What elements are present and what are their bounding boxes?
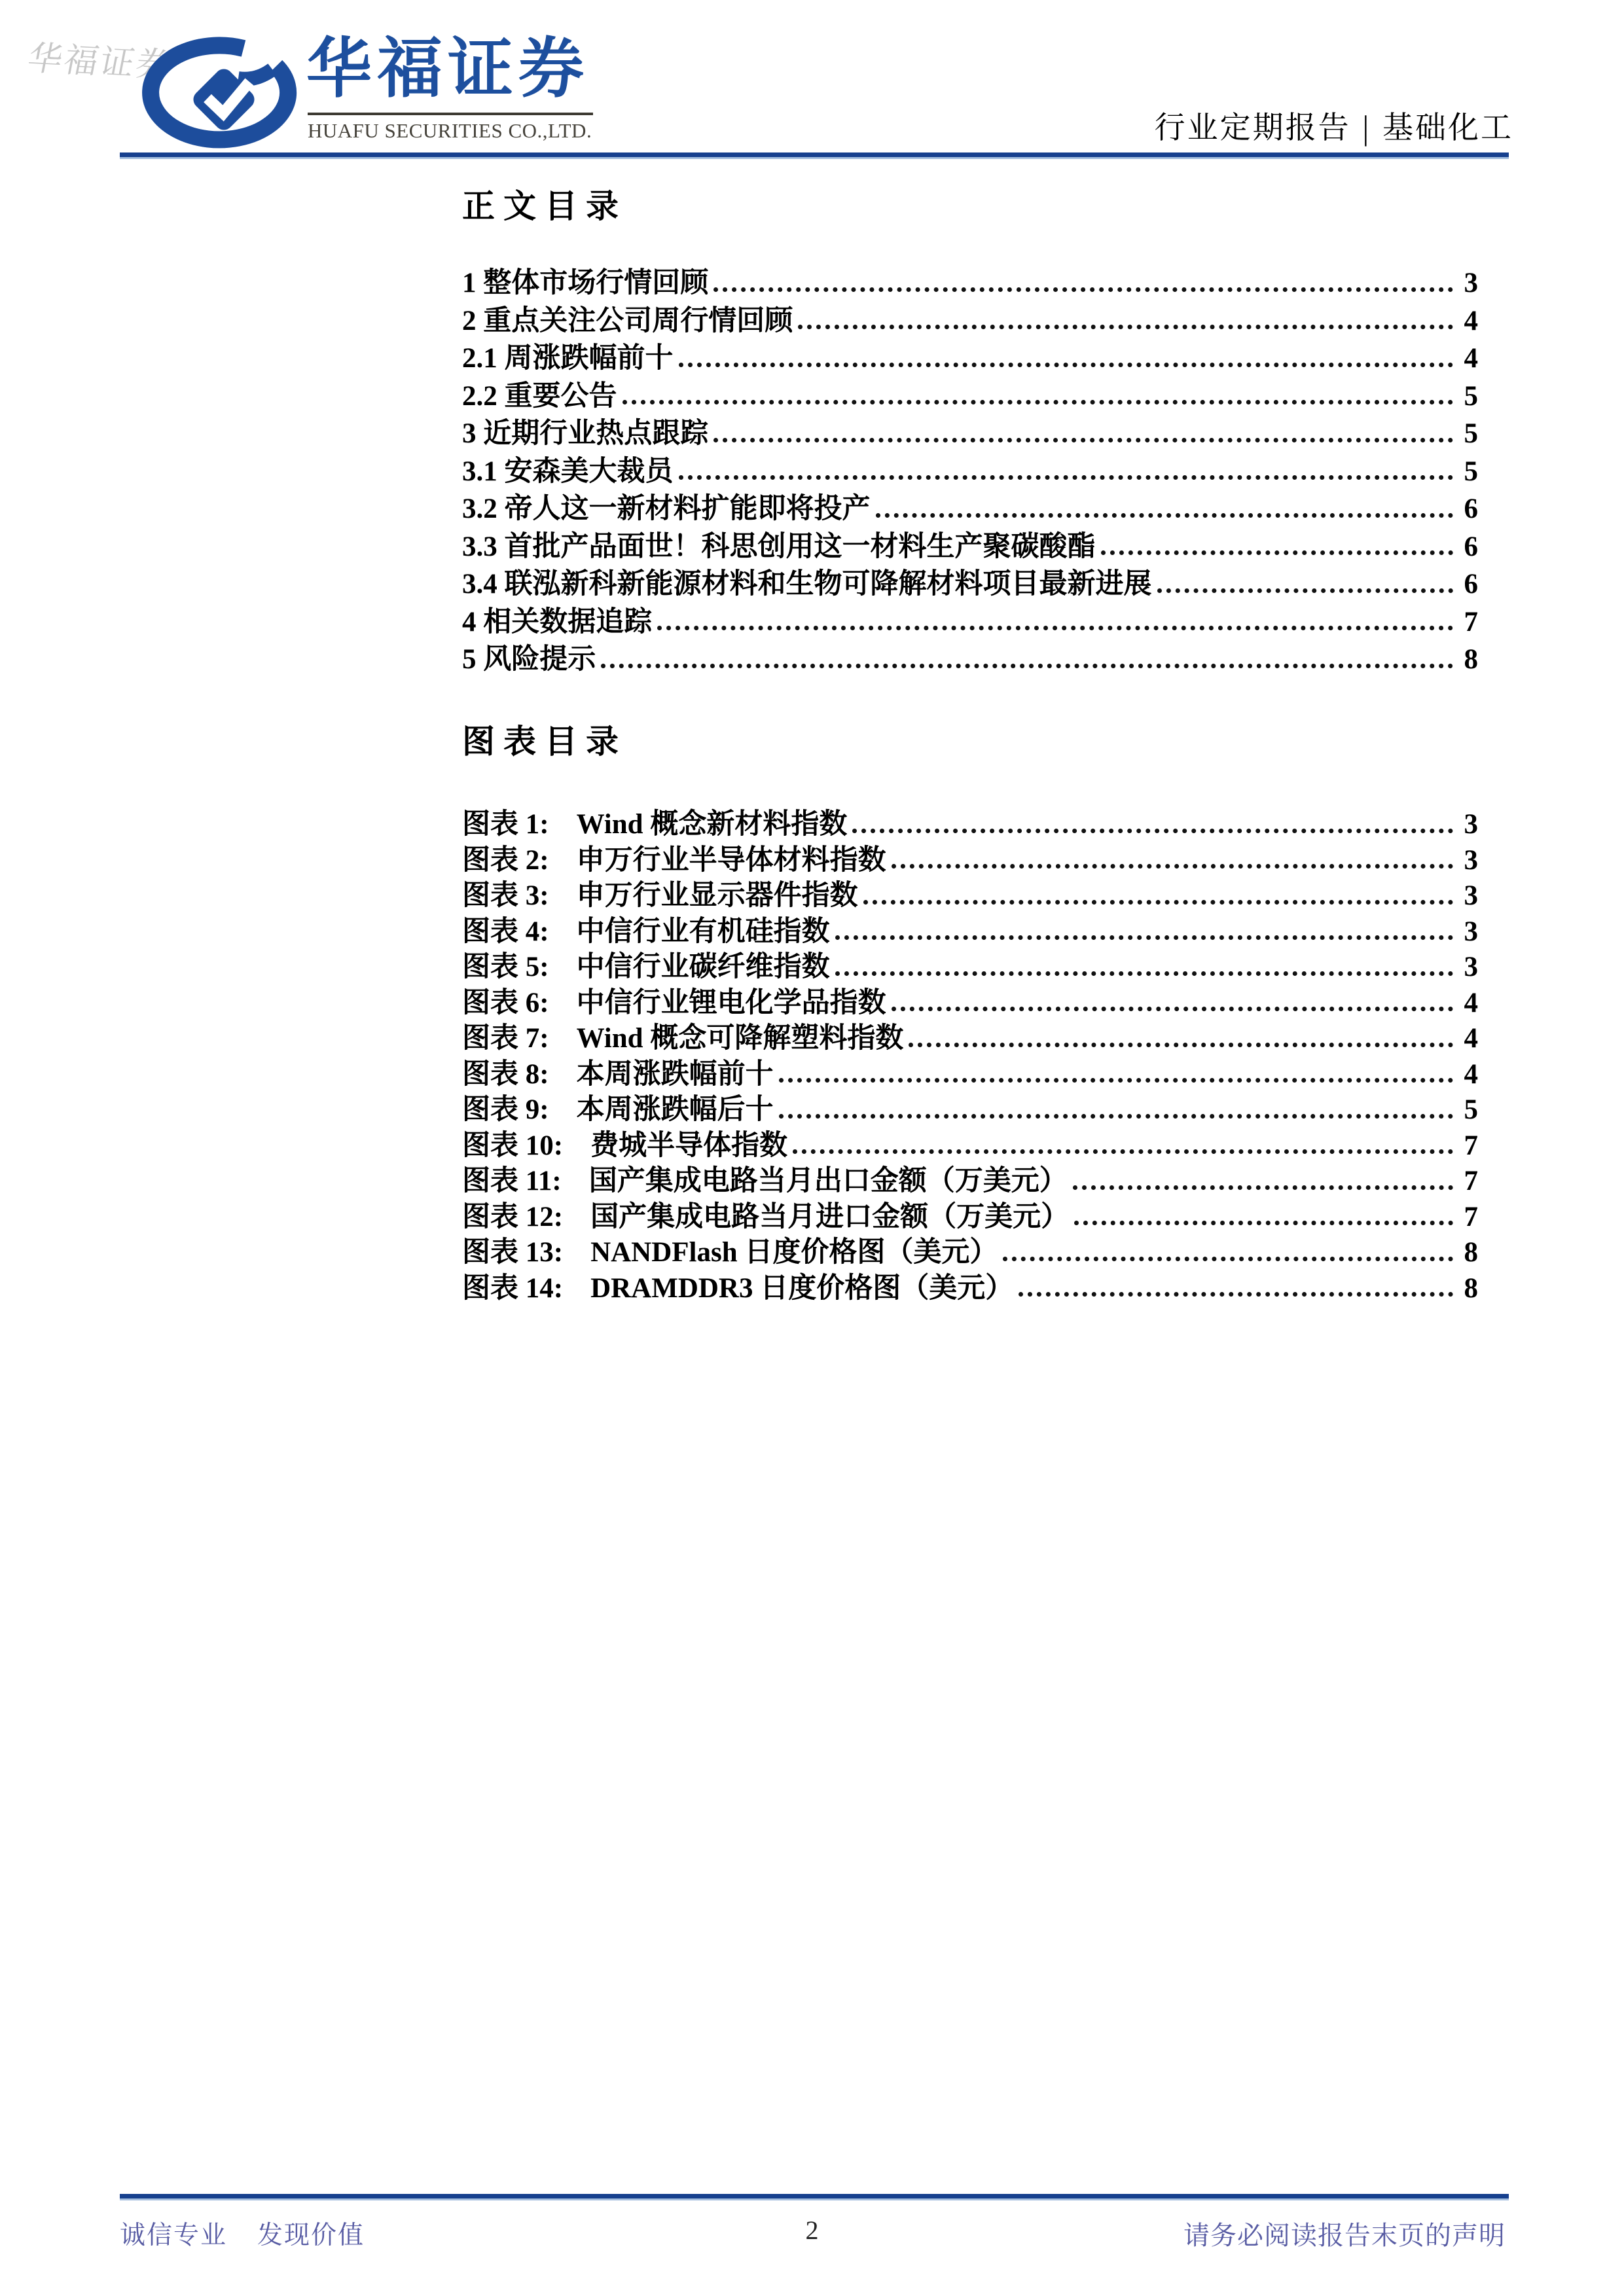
- toc-entry-text: 3.2 帝人这一新材料扩能即将投产: [462, 493, 871, 525]
- toc-entry-page: 5: [1464, 380, 1478, 412]
- figure-entry-label: 图表 8:: [462, 1058, 549, 1090]
- figure-entry-title: Wind 概念新材料指数: [576, 809, 848, 840]
- toc-entry-text: 3.4 联泓新科新能源材料和生物可降解材料项目最新进展: [462, 569, 1152, 600]
- industry-label: 基础化工: [1382, 111, 1513, 145]
- figure-entry: [462, 1196, 1478, 1232]
- figure-entry-title: 申万行业半导体材料指数: [576, 844, 886, 876]
- figure-entry-label: 图表 14:: [462, 1272, 564, 1304]
- dot-leader: [1074, 1221, 1453, 1225]
- figure-entry-page: 3: [1464, 916, 1478, 947]
- toc-entry: [462, 336, 1478, 374]
- figure-entry-page: 3: [1464, 844, 1478, 876]
- dot-leader: [798, 325, 1453, 329]
- toc-entry: [462, 637, 1478, 675]
- slogan-part-2: 发现价值: [257, 2221, 365, 2250]
- figure-entry-label: 图表 3:: [462, 880, 549, 912]
- toc-entry: [462, 600, 1478, 637]
- figure-entry: [462, 1018, 1478, 1054]
- figure-entry-title: 申万行业显示器件指数: [576, 880, 858, 912]
- slogan-part-1: 诚信专业: [120, 2221, 228, 2250]
- dot-leader: [779, 1114, 1453, 1119]
- figure-entry-label: 图表 9:: [462, 1094, 549, 1126]
- figures-title: 图表目录: [462, 723, 627, 760]
- figure-entry-title: 本周涨跌幅后十: [576, 1094, 774, 1126]
- toc-entry-page: 7: [1464, 606, 1478, 637]
- dot-leader: [1101, 550, 1454, 555]
- figure-entry-label: 图表 11:: [462, 1166, 562, 1197]
- logo-company-name-cn: 华福证券: [306, 33, 589, 105]
- figure-entry-label: 图表 1:: [462, 809, 549, 840]
- figure-entry: [462, 911, 1478, 947]
- toc-entry-text: 2.2 重要公告: [462, 380, 617, 412]
- toc-entry: [462, 562, 1478, 600]
- dot-leader: [793, 1149, 1453, 1154]
- watermark: 华福证券: [24, 40, 176, 85]
- figure-entry-title: DRAMDDR3 日度价格图（美元）: [590, 1272, 1014, 1304]
- figure-entry-page: 4: [1464, 987, 1478, 1018]
- toc-entry: [462, 298, 1478, 336]
- toc-entry-text: 3 近期行业热点跟踪: [462, 418, 709, 450]
- figure-entry-page: 8: [1464, 1237, 1478, 1268]
- figure-entry-title: 国产集成电路当月出口金额（万美元）: [588, 1166, 1068, 1197]
- figure-entry-page: 5: [1464, 1094, 1478, 1126]
- dot-leader: [1003, 1257, 1453, 1261]
- toc-entry: [462, 374, 1478, 412]
- toc-entry-page: 6: [1464, 531, 1478, 562]
- figure-entry: [462, 1268, 1478, 1304]
- figure-entry: [462, 1160, 1478, 1196]
- toc-entry-text: 4 相关数据追踪: [462, 606, 653, 637]
- figure-entry-page: 3: [1464, 952, 1478, 983]
- toc-entry: [462, 411, 1478, 449]
- toc-entry-page: 8: [1464, 644, 1478, 675]
- figure-entry-title: 费城半导体指数: [590, 1130, 788, 1161]
- figure-entry: [462, 804, 1478, 840]
- header-rule: [120, 152, 1509, 157]
- dot-leader: [1019, 1292, 1453, 1297]
- toc-entry-page: 4: [1464, 343, 1478, 374]
- toc-entry-text: 2.1 周涨跌幅前十: [462, 343, 674, 374]
- dot-leader: [876, 513, 1454, 518]
- figure-entry-page: 8: [1464, 1272, 1478, 1304]
- figure-entry-label: 图表 4:: [462, 916, 549, 947]
- dot-leader: [601, 664, 1453, 668]
- dot-leader: [909, 1043, 1453, 1047]
- footer-rule: [120, 2194, 1509, 2198]
- figure-entry: [462, 1232, 1478, 1268]
- figure-entry-title: 中信行业锂电化学品指数: [576, 987, 886, 1018]
- figure-entry-page: 4: [1464, 1058, 1478, 1090]
- header-separator: |: [1362, 109, 1371, 147]
- figure-entry-page: 7: [1464, 1201, 1478, 1232]
- figure-entry-label: 图表 7:: [462, 1023, 549, 1054]
- figure-entry-label: 图表 5:: [462, 952, 549, 983]
- figure-entry-title: 中信行业有机硅指数: [576, 916, 830, 947]
- figure-entry-title: 中信行业碳纤维指数: [576, 952, 830, 983]
- dot-leader: [713, 438, 1453, 442]
- figure-entry: [462, 946, 1478, 982]
- dot-leader: [623, 400, 1454, 404]
- toc-entry: [462, 524, 1478, 562]
- dot-leader: [852, 829, 1453, 833]
- toc-entry: [462, 486, 1478, 524]
- figure-entry-page: 4: [1464, 1023, 1478, 1054]
- figure-entry-label: 图表 6:: [462, 987, 549, 1018]
- dot-leader: [835, 935, 1453, 940]
- dot-leader: [713, 287, 1453, 292]
- toc-entries: [462, 260, 1478, 675]
- toc-entry-text: 3.1 安森美大裁员: [462, 456, 674, 487]
- toc-entry-page: 6: [1464, 493, 1478, 525]
- logo-company-name-en: HUAFU SECURITIES CO.,LTD.: [308, 119, 592, 142]
- toc-title: 正文目录: [462, 188, 627, 224]
- logo-underline: [308, 113, 593, 115]
- figure-entry-page: 3: [1464, 880, 1478, 912]
- figure-entry: [462, 982, 1478, 1018]
- figure-entry: [462, 875, 1478, 911]
- report-type-label: 行业定期报告: [1154, 111, 1351, 145]
- toc-entry-page: 5: [1464, 418, 1478, 450]
- dot-leader: [679, 363, 1454, 367]
- figure-entry-label: 图表 2:: [462, 844, 549, 876]
- dot-leader: [863, 900, 1453, 905]
- toc-entry-text: 2 重点关注公司周行情回顾: [462, 305, 793, 336]
- figure-entry-title: Wind 概念可降解塑料指数: [576, 1023, 904, 1054]
- huafu-swirl-logo-icon: [140, 37, 300, 149]
- toc-entry-page: 5: [1464, 456, 1478, 487]
- toc-entry-text: 1 整体市场行情回顾: [462, 268, 709, 299]
- figure-entry-title: 国产集成电路当月进口金额（万美元）: [590, 1201, 1070, 1232]
- toc-entry-page: 3: [1464, 268, 1478, 299]
- footer-page-number: 2: [805, 2215, 819, 2245]
- figure-entry: [462, 840, 1478, 876]
- dot-leader: [779, 1078, 1453, 1083]
- dot-leader: [1157, 588, 1454, 593]
- figure-entry-title: NANDFlash 日度价格图（美元）: [590, 1237, 998, 1268]
- figure-entry-page: 3: [1464, 809, 1478, 840]
- figure-entry: [462, 1125, 1478, 1161]
- report-classification: [1155, 103, 1513, 147]
- figure-entry-page: 7: [1464, 1130, 1478, 1161]
- dot-leader: [892, 864, 1453, 869]
- figure-entry: [462, 1089, 1478, 1125]
- toc-entry: [462, 449, 1478, 487]
- footer-disclaimer: 请务必阅读报告末页的声明: [1183, 2221, 1506, 2250]
- toc-entry-page: 6: [1464, 569, 1478, 600]
- figure-entry-label: 图表 12:: [462, 1201, 564, 1232]
- toc-entry-page: 4: [1464, 305, 1478, 336]
- figure-entry-label: 图表 10:: [462, 1130, 564, 1161]
- figure-entry: [462, 1054, 1478, 1090]
- toc-entry: [462, 260, 1478, 298]
- dot-leader: [1073, 1185, 1453, 1190]
- figure-entry-page: 7: [1464, 1166, 1478, 1197]
- dot-leader: [679, 475, 1454, 480]
- toc-entry-text: 5 风险提示: [462, 644, 596, 675]
- dot-leader: [657, 626, 1453, 630]
- figure-entry-title: 本周涨跌幅前十: [576, 1058, 774, 1090]
- toc-entry-text: 3.3 首批产品面世！科思创用这一材料生产聚碳酸酯: [462, 531, 1096, 562]
- dot-leader: [892, 1007, 1453, 1011]
- dot-leader: [835, 971, 1453, 976]
- figure-entries: [462, 804, 1478, 1303]
- figure-entry-label: 图表 13:: [462, 1237, 564, 1268]
